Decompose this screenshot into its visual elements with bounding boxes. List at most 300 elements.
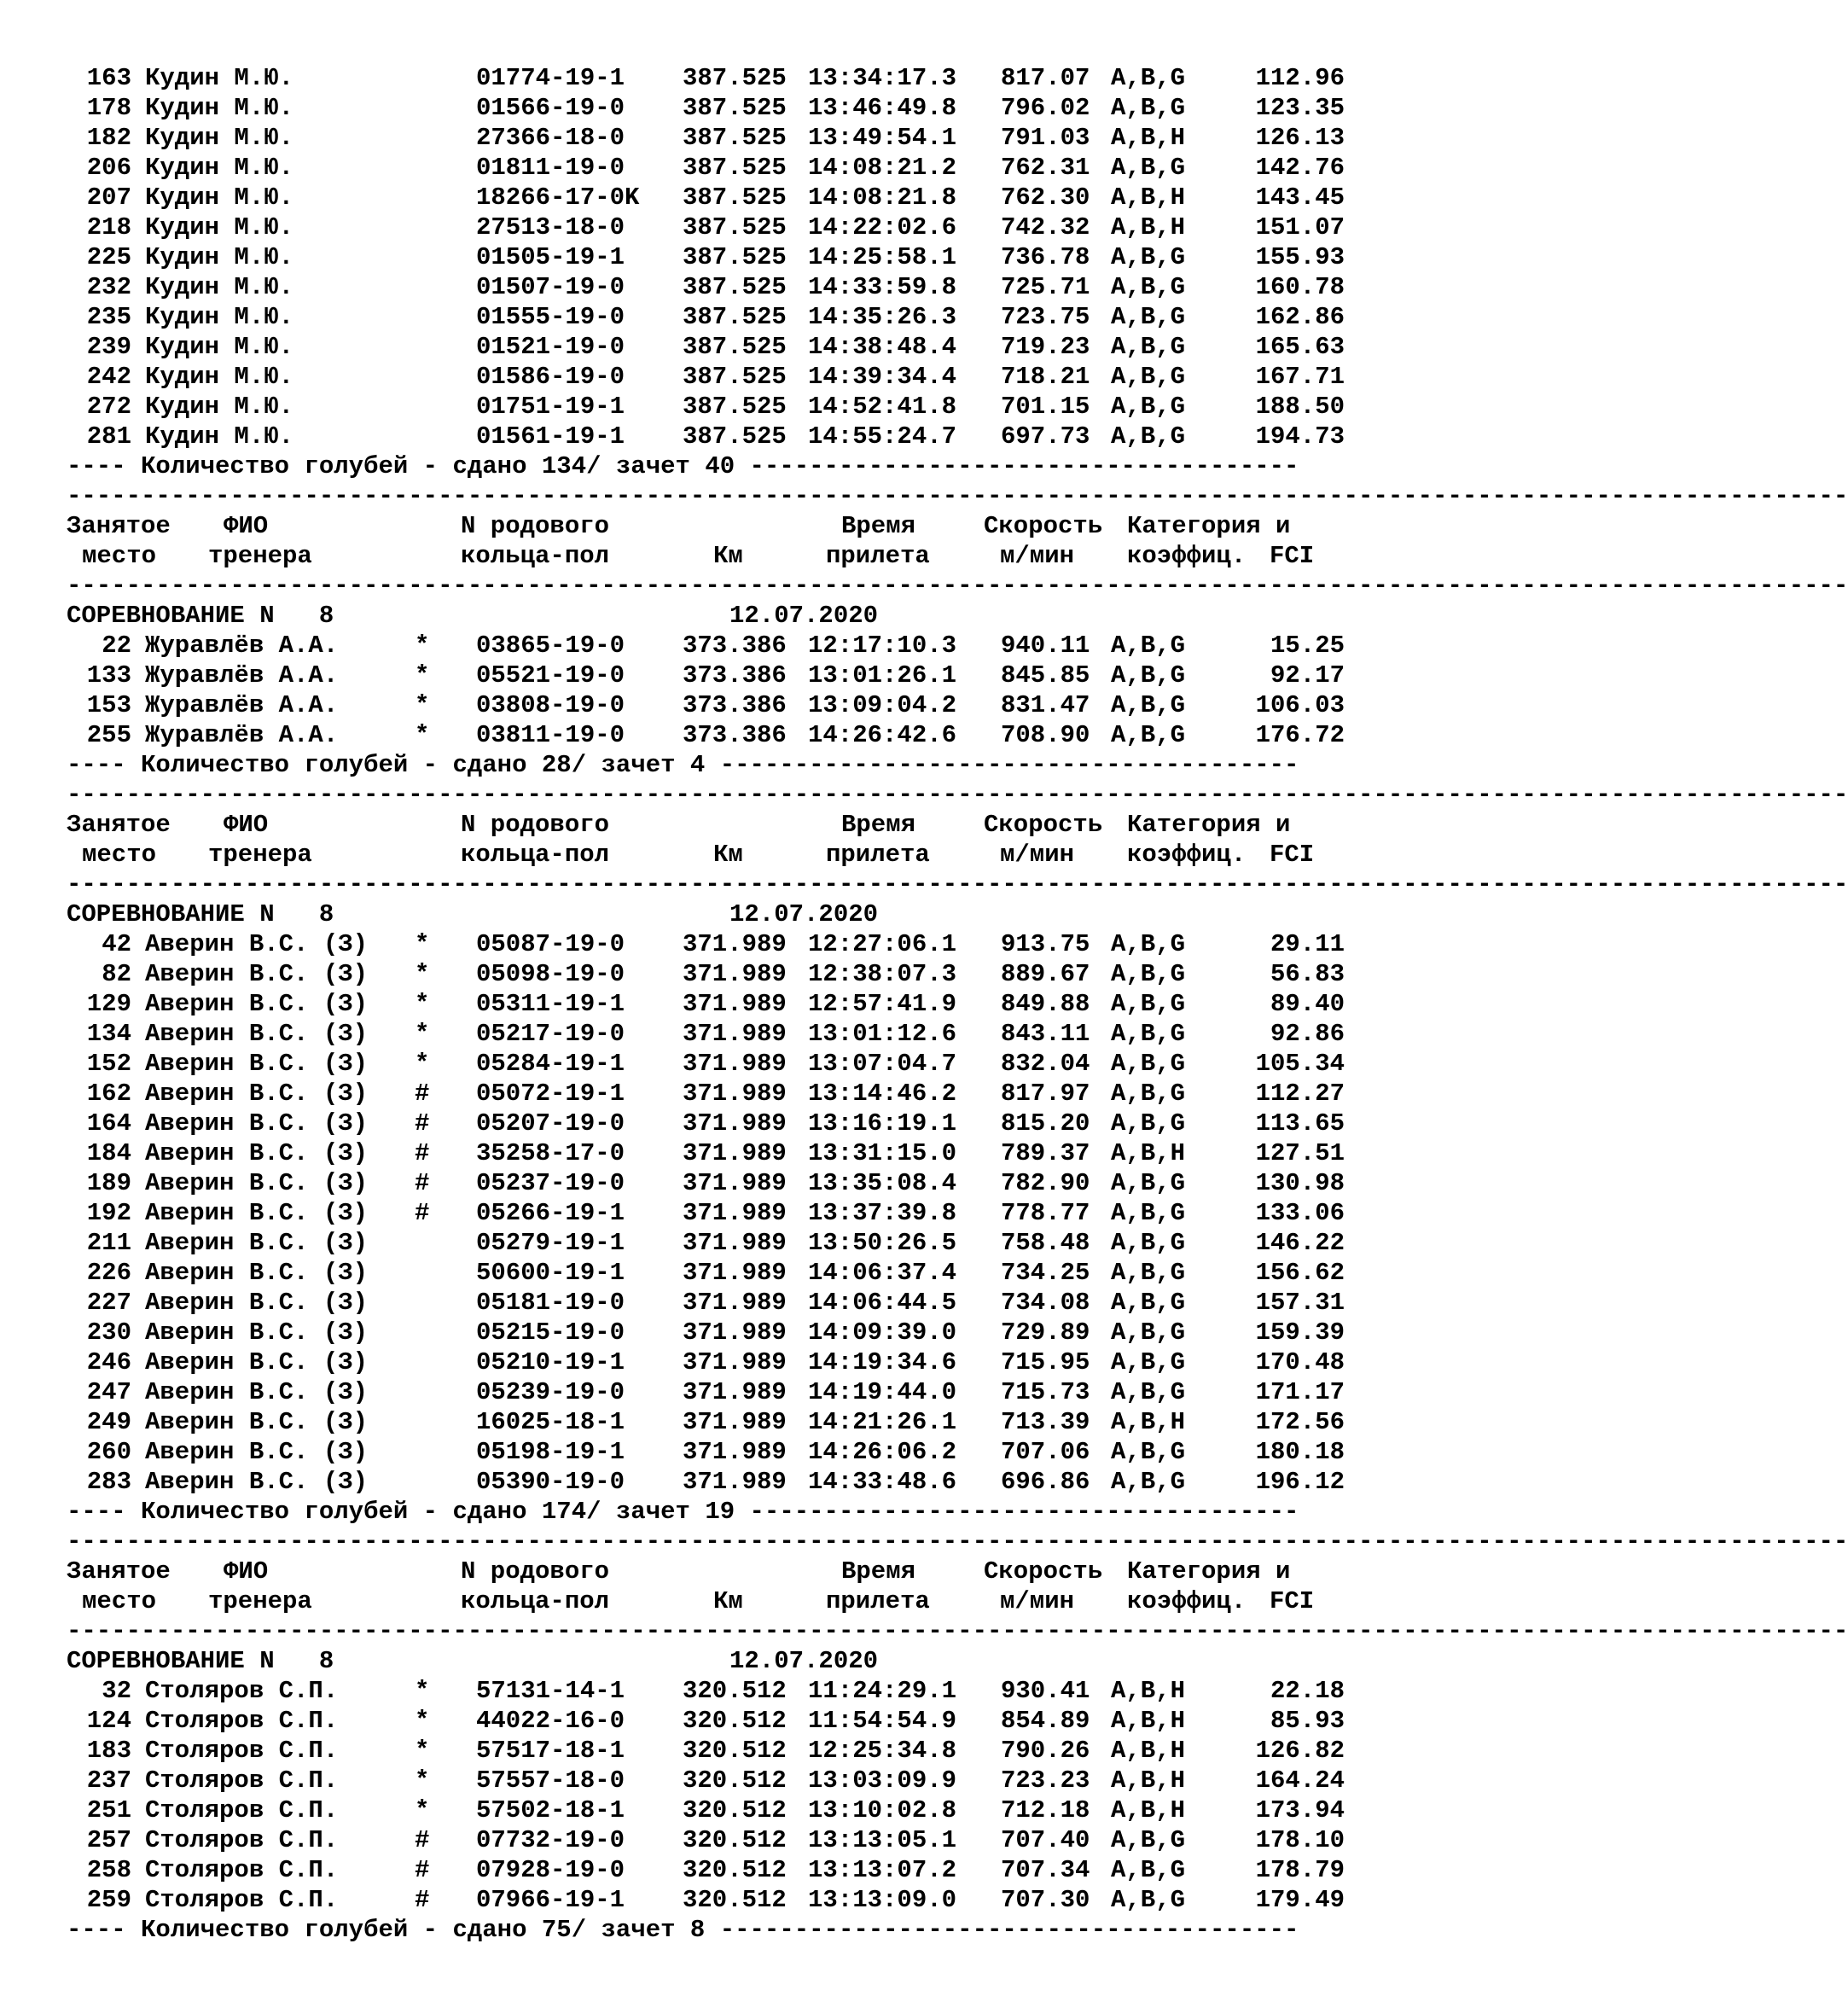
ring-number: 05215-19-0 (476, 1318, 625, 1347)
competition-label: СОРЕВНОВАНИЕ N 8 (67, 602, 334, 630)
arrival-time: 13:13:09.0 (808, 1886, 957, 1914)
speed: 729.89 (1001, 1318, 1090, 1347)
category: A,B,G (1111, 990, 1186, 1018)
col-arrival-subheader: прилета (826, 542, 930, 570)
place: 232 (86, 273, 131, 301)
arrival-time: 11:24:29.1 (808, 1677, 957, 1705)
arrival-time: 11:54:54.9 (808, 1707, 957, 1735)
result-row (67, 332, 1346, 362)
mark-symbol: # (415, 1109, 430, 1138)
dashes: ------------------------------------------------------------------------------------------------------------------------ (67, 781, 1848, 809)
category: A,B,G (1111, 1109, 1186, 1138)
arrival-time: 14:25:58.1 (808, 243, 957, 271)
category: A,B,G (1111, 154, 1186, 182)
trainer-name: Аверин В.С. (З) (145, 1050, 369, 1078)
result-row (67, 212, 1346, 242)
distance-km: 371.989 (683, 1468, 787, 1496)
col-place-header: Занятое (67, 512, 171, 540)
speed: 940.11 (1001, 631, 1090, 660)
place: 184 (86, 1139, 131, 1167)
distance-km: 371.989 (683, 1109, 787, 1138)
trainer-name: Журавлёв А.А. (145, 661, 339, 690)
col-speed-subheader: м/мин (1000, 542, 1075, 570)
col-speed-header: Скорость (984, 512, 1103, 540)
speed: 723.23 (1001, 1766, 1090, 1795)
distance-km: 387.525 (683, 303, 787, 331)
result-row (67, 1049, 1346, 1079)
summary-line (67, 750, 1346, 780)
fci-coefficient: 85.93 (1270, 1707, 1345, 1735)
speed: 817.97 (1001, 1079, 1090, 1108)
distance-km: 373.386 (683, 721, 787, 749)
speed: 697.73 (1001, 422, 1090, 451)
trainer-name: Аверин В.С. (З) (145, 1438, 369, 1466)
competition-date: 12.07.2020 (729, 900, 879, 928)
separator-line (67, 571, 1848, 601)
mark-symbol: * (415, 691, 430, 719)
arrival-time: 13:01:12.6 (808, 1020, 957, 1048)
distance-km: 387.525 (683, 154, 787, 182)
pigeon-count-summary: ---- Количество голубей - сдано 75/ зачет 8 --------------------------------------- (67, 1916, 1299, 1944)
fci-coefficient: 112.96 (1255, 64, 1345, 92)
speed: 817.07 (1001, 64, 1090, 92)
ring-number: 01751-19-1 (476, 393, 625, 421)
col-km-header: Км (713, 841, 743, 869)
fci-coefficient: 178.10 (1255, 1826, 1345, 1854)
result-row (67, 929, 1346, 959)
trainer-name: Аверин В.С. (З) (145, 1139, 369, 1167)
arrival-time: 13:31:15.0 (808, 1139, 957, 1167)
arrival-time: 13:16:19.1 (808, 1109, 957, 1138)
category: A,B,H (1111, 183, 1186, 212)
pigeon-count-summary: ---- Количество голубей - сдано 134/ зачет 40 ------------------------------------- (67, 452, 1299, 480)
trainer-name: Аверин В.С. (З) (145, 1468, 369, 1496)
place: 283 (86, 1468, 131, 1496)
arrival-time: 13:37:39.8 (808, 1199, 957, 1227)
column-header-row-1 (67, 511, 1346, 541)
distance-km: 371.989 (683, 1408, 787, 1436)
speed: 734.25 (1001, 1259, 1090, 1287)
ring-number: 05072-19-1 (476, 1079, 625, 1108)
col-fci-header: FCI (1270, 542, 1315, 570)
fci-coefficient: 146.22 (1255, 1229, 1345, 1257)
mark-symbol: * (415, 1050, 430, 1078)
place: 247 (86, 1378, 131, 1406)
mark-symbol: * (415, 1766, 430, 1795)
arrival-time: 14:19:44.0 (808, 1378, 957, 1406)
place: 260 (86, 1438, 131, 1466)
place: 134 (86, 1020, 131, 1048)
speed: 832.04 (1001, 1050, 1090, 1078)
fci-coefficient: 92.86 (1270, 1020, 1345, 1048)
fci-coefficient: 127.51 (1255, 1139, 1345, 1167)
mark-symbol: # (415, 1169, 430, 1197)
fci-coefficient: 172.56 (1255, 1408, 1345, 1436)
ring-number: 07928-19-0 (476, 1856, 625, 1884)
place: 22 (102, 631, 131, 660)
column-header-row-2 (67, 840, 1346, 870)
trainer-name: Журавлёв А.А. (145, 721, 339, 749)
column-header-row-1 (67, 1557, 1346, 1586)
arrival-time: 14:08:21.2 (808, 154, 957, 182)
ring-number: 01507-19-0 (476, 273, 625, 301)
category: A,B,G (1111, 1050, 1186, 1078)
arrival-time: 13:35:08.4 (808, 1169, 957, 1197)
result-row (67, 1377, 1346, 1407)
col-coef-subheader: коэффиц. (1127, 542, 1247, 570)
fci-coefficient: 89.40 (1270, 990, 1345, 1018)
speed: 725.71 (1001, 273, 1090, 301)
place: 182 (86, 124, 131, 152)
arrival-time: 14:38:48.4 (808, 333, 957, 361)
arrival-time: 12:17:10.3 (808, 631, 957, 660)
arrival-time: 13:09:04.2 (808, 691, 957, 719)
category: A,B,G (1111, 1020, 1186, 1048)
col-category-header: Категория и (1127, 1557, 1291, 1586)
ring-number: 05311-19-1 (476, 990, 625, 1018)
trainer-name: Столяров С.П. (145, 1737, 339, 1765)
dashes: ------------------------------------------------------------------------------------------------------------------------ (67, 870, 1848, 899)
ring-number: 03865-19-0 (476, 631, 625, 660)
result-row (67, 690, 1346, 720)
result-row (67, 1706, 1346, 1736)
place: 192 (86, 1199, 131, 1227)
mark-symbol: * (415, 1796, 430, 1824)
trainer-name: Столяров С.П. (145, 1677, 339, 1705)
result-row (67, 392, 1346, 422)
category: A,B,G (1111, 1348, 1186, 1376)
place: 249 (86, 1408, 131, 1436)
mark-symbol: # (415, 1079, 430, 1108)
fci-coefficient: 179.49 (1255, 1886, 1345, 1914)
competition-heading (67, 899, 1346, 929)
fci-coefficient: 151.07 (1255, 213, 1345, 241)
category: A,B,G (1111, 1318, 1186, 1347)
distance-km: 387.525 (683, 213, 787, 241)
fci-coefficient: 126.82 (1255, 1737, 1345, 1765)
ring-number: 05237-19-0 (476, 1169, 625, 1197)
mark-symbol: * (415, 1707, 430, 1735)
place: 255 (86, 721, 131, 749)
fci-coefficient: 126.13 (1255, 124, 1345, 152)
result-row (67, 1676, 1346, 1706)
category: A,B,G (1111, 1378, 1186, 1406)
trainer-name: Аверин В.С. (З) (145, 1169, 369, 1197)
distance-km: 373.386 (683, 631, 787, 660)
col-speed-subheader: м/мин (1000, 841, 1075, 869)
col-name-subheader: тренера (208, 1587, 312, 1615)
result-row (67, 362, 1346, 392)
mark-symbol: # (415, 1856, 430, 1884)
ring-number: 05390-19-0 (476, 1468, 625, 1496)
category: A,B,H (1111, 1677, 1186, 1705)
col-km-header: Км (713, 1587, 743, 1615)
result-row (67, 720, 1346, 750)
ring-number: 16025-18-1 (476, 1408, 625, 1436)
place: 242 (86, 363, 131, 391)
arrival-time: 12:57:41.9 (808, 990, 957, 1018)
arrival-time: 14:09:39.0 (808, 1318, 957, 1347)
arrival-time: 12:27:06.1 (808, 930, 957, 958)
trainer-name: Кудин М.Ю. (145, 243, 294, 271)
trainer-name: Аверин В.С. (З) (145, 930, 369, 958)
ring-number: 05521-19-0 (476, 661, 625, 690)
col-place-header: Занятое (67, 811, 171, 839)
result-row (67, 1825, 1346, 1855)
category: A,B,G (1111, 691, 1186, 719)
speed: 734.08 (1001, 1289, 1090, 1317)
category: A,B,G (1111, 1259, 1186, 1287)
dashes: ------------------------------------------------------------------------------------------------------------------------ (67, 1528, 1848, 1556)
category: A,B,H (1111, 1408, 1186, 1436)
place: 237 (86, 1766, 131, 1795)
fci-coefficient: 173.94 (1255, 1796, 1345, 1824)
summary-line (67, 451, 1346, 481)
col-speed-header: Скорость (984, 811, 1103, 839)
ring-number: 57517-18-1 (476, 1737, 625, 1765)
distance-km: 387.525 (683, 94, 787, 122)
col-fci-header: FCI (1270, 841, 1315, 869)
trainer-name: Кудин М.Ю. (145, 333, 294, 361)
place: 42 (102, 930, 131, 958)
category: A,B,G (1111, 1826, 1186, 1854)
place: 152 (86, 1050, 131, 1078)
place: 235 (86, 303, 131, 331)
col-coef-subheader: коэффиц. (1127, 841, 1247, 869)
category: A,B,H (1111, 1707, 1186, 1735)
arrival-time: 14:06:44.5 (808, 1289, 957, 1317)
trainer-name: Кудин М.Ю. (145, 363, 294, 391)
fci-coefficient: 22.18 (1270, 1677, 1345, 1705)
trainer-name: Кудин М.Ю. (145, 273, 294, 301)
fci-coefficient: 56.83 (1270, 960, 1345, 988)
ring-number: 05239-19-0 (476, 1378, 625, 1406)
distance-km: 371.989 (683, 1229, 787, 1257)
distance-km: 320.512 (683, 1677, 787, 1705)
speed: 707.30 (1001, 1886, 1090, 1914)
category: A,B,G (1111, 273, 1186, 301)
speed: 707.34 (1001, 1856, 1090, 1884)
speed: 736.78 (1001, 243, 1090, 271)
trainer-name: Столяров С.П. (145, 1707, 339, 1735)
ring-number: 01774-19-1 (476, 64, 625, 92)
category: A,B,H (1111, 124, 1186, 152)
mark-symbol: * (415, 1020, 430, 1048)
speed: 707.40 (1001, 1826, 1090, 1854)
category: A,B,H (1111, 213, 1186, 241)
result-row (67, 1168, 1346, 1198)
category: A,B,G (1111, 1856, 1186, 1884)
trainer-name: Аверин В.С. (З) (145, 1378, 369, 1406)
ring-number: 05279-19-1 (476, 1229, 625, 1257)
category: A,B,G (1111, 393, 1186, 421)
fci-coefficient: 92.17 (1270, 661, 1345, 690)
col-ring-header: N родового (461, 1557, 610, 1586)
distance-km: 387.525 (683, 243, 787, 271)
trainer-name: Аверин В.С. (З) (145, 1318, 369, 1347)
fci-coefficient: 196.12 (1255, 1468, 1345, 1496)
speed: 790.26 (1001, 1737, 1090, 1765)
place: 239 (86, 333, 131, 361)
results-listing (67, 63, 1848, 1945)
separator-line (67, 780, 1848, 810)
fci-coefficient: 159.39 (1255, 1318, 1345, 1347)
result-row (67, 1437, 1346, 1467)
ring-number: 01521-19-0 (476, 333, 625, 361)
trainer-name: Аверин В.С. (З) (145, 1199, 369, 1227)
result-row (67, 1258, 1346, 1288)
speed: 791.03 (1001, 124, 1090, 152)
place: 227 (86, 1289, 131, 1317)
mark-symbol: * (415, 1677, 430, 1705)
category: A,B,G (1111, 1289, 1186, 1317)
arrival-time: 14:33:59.8 (808, 273, 957, 301)
mark-symbol: # (415, 1886, 430, 1914)
ring-number: 05210-19-1 (476, 1348, 625, 1376)
fci-coefficient: 123.35 (1255, 94, 1345, 122)
arrival-time: 13:13:05.1 (808, 1826, 957, 1854)
ring-number: 01505-19-1 (476, 243, 625, 271)
col-name-subheader: тренера (208, 542, 312, 570)
separator-line (67, 1527, 1848, 1557)
category: A,B,G (1111, 960, 1186, 988)
result-row (67, 1407, 1346, 1437)
arrival-time: 12:25:34.8 (808, 1737, 957, 1765)
place: 272 (86, 393, 131, 421)
trainer-name: Столяров С.П. (145, 1796, 339, 1824)
ring-number: 07966-19-1 (476, 1886, 625, 1914)
speed: 719.23 (1001, 333, 1090, 361)
arrival-time: 12:38:07.3 (808, 960, 957, 988)
competition-heading (67, 601, 1346, 631)
ring-number: 57502-18-1 (476, 1796, 625, 1824)
place: 226 (86, 1259, 131, 1287)
dashes: ------------------------------------------------------------------------------------------------------------------------ (67, 482, 1848, 510)
place: 259 (86, 1886, 131, 1914)
summary-line (67, 1915, 1346, 1945)
category: A,B,G (1111, 303, 1186, 331)
distance-km: 371.989 (683, 1438, 787, 1466)
ring-number: 03811-19-0 (476, 721, 625, 749)
trainer-name: Аверин В.С. (З) (145, 1109, 369, 1138)
arrival-time: 13:14:46.2 (808, 1079, 957, 1108)
fci-coefficient: 157.31 (1255, 1289, 1345, 1317)
fci-coefficient: 15.25 (1270, 631, 1345, 660)
col-time-header: Время (841, 811, 916, 839)
fci-coefficient: 106.03 (1255, 691, 1345, 719)
result-row (67, 1736, 1346, 1766)
col-ring-subheader: кольца-пол (461, 1587, 610, 1615)
result-row (67, 1019, 1346, 1049)
fci-coefficient: 171.17 (1255, 1378, 1345, 1406)
distance-km: 371.989 (683, 1169, 787, 1197)
place: 230 (86, 1318, 131, 1347)
category: A,B,G (1111, 1438, 1186, 1466)
distance-km: 320.512 (683, 1796, 787, 1824)
result-row (67, 93, 1346, 123)
trainer-name: Аверин В.С. (З) (145, 1020, 369, 1048)
trainer-name: Столяров С.П. (145, 1856, 339, 1884)
col-coef-subheader: коэффиц. (1127, 1587, 1247, 1615)
distance-km: 387.525 (683, 183, 787, 212)
trainer-name: Кудин М.Ю. (145, 94, 294, 122)
speed: 718.21 (1001, 363, 1090, 391)
ring-number: 01586-19-0 (476, 363, 625, 391)
col-time-header: Время (841, 512, 916, 540)
arrival-time: 13:13:07.2 (808, 1856, 957, 1884)
separator-line (67, 481, 1848, 511)
place: 124 (86, 1707, 131, 1735)
place: 257 (86, 1826, 131, 1854)
result-row (67, 1228, 1346, 1258)
category: A,B,G (1111, 631, 1186, 660)
dashes: ------------------------------------------------------------------------------------------------------------------------ (67, 572, 1848, 600)
result-row (67, 1467, 1346, 1497)
col-arrival-subheader: прилета (826, 1587, 930, 1615)
category: A,B,G (1111, 363, 1186, 391)
fci-coefficient: 112.27 (1255, 1079, 1345, 1108)
distance-km: 320.512 (683, 1737, 787, 1765)
speed: 696.86 (1001, 1468, 1090, 1496)
col-place-subheader: место (82, 542, 157, 570)
fci-coefficient: 180.18 (1255, 1438, 1345, 1466)
arrival-time: 13:01:26.1 (808, 661, 957, 690)
speed: 796.02 (1001, 94, 1090, 122)
distance-km: 371.989 (683, 1199, 787, 1227)
place: 129 (86, 990, 131, 1018)
trainer-name: Аверин В.С. (З) (145, 1079, 369, 1108)
col-ring-header: N родового (461, 811, 610, 839)
speed: 815.20 (1001, 1109, 1090, 1138)
category: A,B,H (1111, 1766, 1186, 1795)
result-row (67, 631, 1346, 660)
speed: 854.89 (1001, 1707, 1090, 1735)
ring-number: 05217-19-0 (476, 1020, 625, 1048)
col-speed-header: Скорость (984, 1557, 1103, 1586)
arrival-time: 14:26:42.6 (808, 721, 957, 749)
distance-km: 320.512 (683, 1886, 787, 1914)
ring-number: 50600-19-1 (476, 1259, 625, 1287)
column-header-row-1 (67, 810, 1346, 840)
col-name-header: ФИО (224, 811, 269, 839)
col-ring-subheader: кольца-пол (461, 841, 610, 869)
speed: 930.41 (1001, 1677, 1090, 1705)
category: A,B,G (1111, 1199, 1186, 1227)
separator-line (67, 1616, 1848, 1646)
speed: 845.85 (1001, 661, 1090, 690)
ring-number: 57131-14-1 (476, 1677, 625, 1705)
col-name-header: ФИО (224, 512, 269, 540)
col-km-header: Км (713, 542, 743, 570)
result-row (67, 660, 1346, 690)
fci-coefficient: 155.93 (1255, 243, 1345, 271)
speed: 913.75 (1001, 930, 1090, 958)
category: A,B,H (1111, 1737, 1186, 1765)
place: 82 (102, 960, 131, 988)
result-row (67, 422, 1346, 451)
distance-km: 373.386 (683, 661, 787, 690)
trainer-name: Кудин М.Ю. (145, 183, 294, 212)
distance-km: 371.989 (683, 1318, 787, 1347)
fci-coefficient: 160.78 (1255, 273, 1345, 301)
distance-km: 371.989 (683, 1348, 787, 1376)
arrival-time: 13:03:09.9 (808, 1766, 957, 1795)
distance-km: 373.386 (683, 691, 787, 719)
trainer-name: Аверин В.С. (З) (145, 1289, 369, 1317)
separator-line (67, 870, 1848, 899)
trainer-name: Аверин В.С. (З) (145, 1229, 369, 1257)
result-row (67, 1885, 1346, 1915)
